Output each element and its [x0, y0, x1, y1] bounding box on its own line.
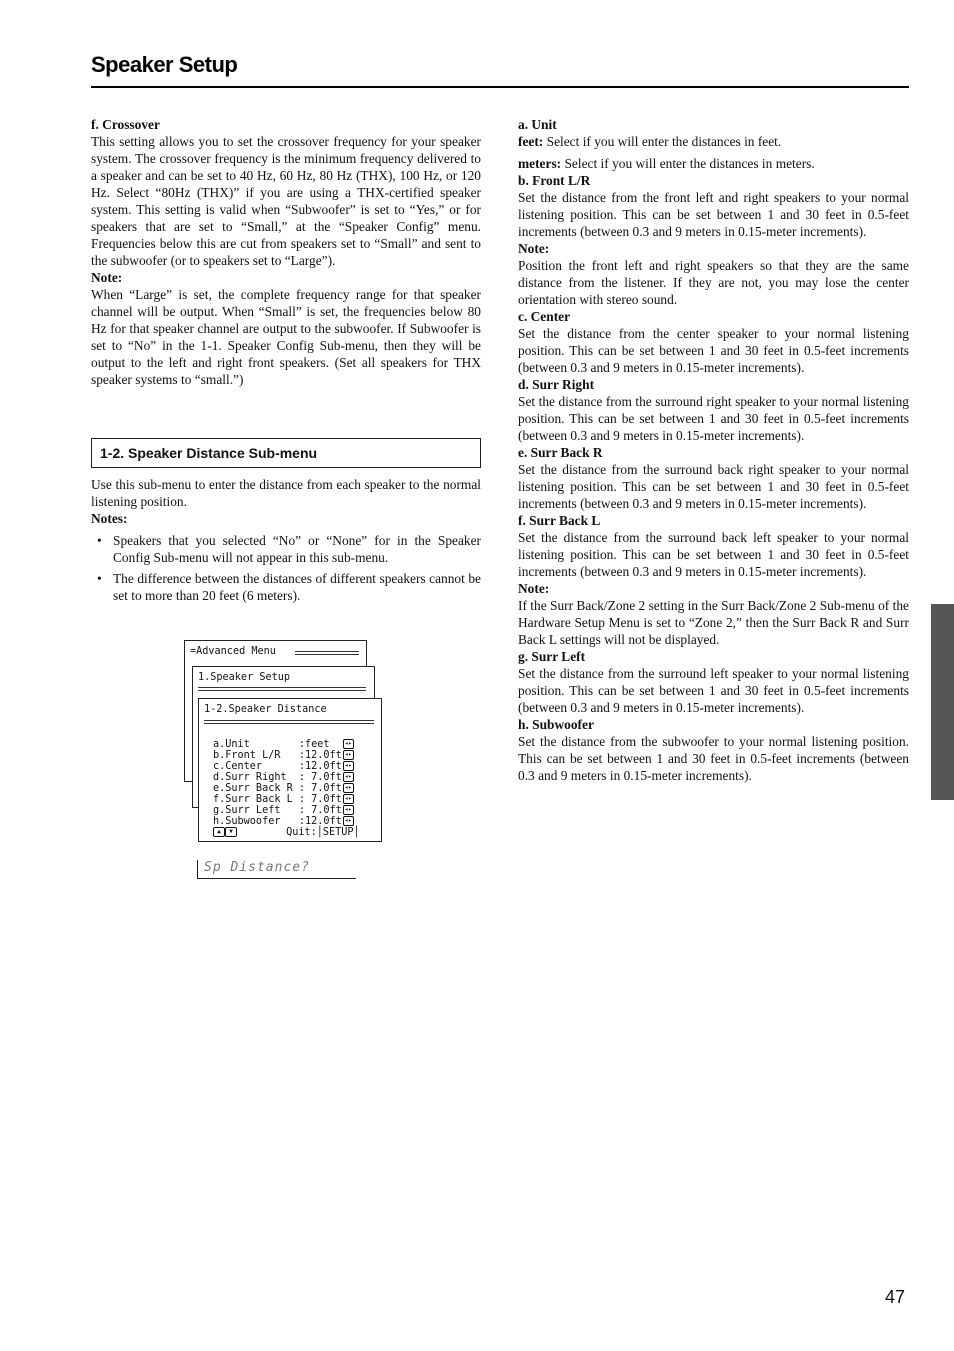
subwoofer-body: Set the distance from the subwoofer to your normal listening position. This can be set between 1 and 30 feet in 0.5-feet increments (between 0.3 and 9 meters in 0.15-meter increments). [518, 734, 909, 783]
crossover-body: This setting allows you to set the crossover frequency for your speaker system. The crossover frequency is the minimum frequency delivered to a speaker and can be set to 40 Hz, 60 Hz, 80 Hz (THX), 100 Hz, or 120 Hz. Select “80Hz (THX)” if you are using a THX-certified speaker system. This setting is valid when “Subwoofer” is set to “Yes,” or for speakers that are set to “Small,” at the “Speaker Config” menu. Frequencies below this are cut from speakers set to “Small” and sent to the subwoofer (or to speakers set to “Large”). [91, 134, 481, 268]
note2-body: If the Surr Back/Zone 2 setting in the Surr Back/Zone 2 Sub-menu of the Hardware Setup Menu is set to “Zone 2,” then the Surr Back R and Surr Back L settings will not be displayed. [518, 598, 909, 647]
left-column [91, 116, 481, 608]
adjust-icon: ◂▸ [344, 784, 352, 791]
adjust-icon: ◂▸ [344, 751, 352, 758]
adjust-icon: ◂▸ [344, 795, 352, 802]
note2-heading: Note: [518, 581, 550, 596]
note-body: When “Large” is set, the complete frequency range for that speaker channel will be output. When “Small” is set, the frequencies below 80 Hz for that speaker channel are output to the subwoofer. If Subwoofer is set to “No” in the 1-1. Speaker Config Sub-menu, then they will be output to the left and right front speakers. (Set all speakers for THX speaker systems to “small.”) [91, 287, 481, 387]
lcd-display [197, 860, 356, 879]
menu-row: c.Center :12.0ft ◂▸ [213, 761, 352, 772]
crossover-heading: f. Crossover [91, 117, 160, 132]
note-heading: Note: [91, 270, 123, 285]
surr-back-r-heading: e. Surr Back R [518, 445, 603, 460]
title-rule [198, 687, 366, 691]
speaker-setup-title: 1.Speaker Setup [198, 672, 291, 683]
distance-rows [213, 739, 360, 838]
surr-back-l-body: Set the distance from the surround back left speaker to your normal listening position. This can be set between 1 and 30 feet in 0.5-feet increments (between 0.3 and 9 meters in 0.15-meter increments). [518, 530, 909, 579]
front-body: Set the distance from the front left and right speakers to your normal listening position. This can be set between 1 and 30 feet in 0.5-feet increments (between 0.3 and 9 meters in 0.15-meter increments). [518, 190, 909, 239]
menu-row: d.Surr Right : 7.0ft ◂▸ [213, 772, 352, 783]
section-side-tab [931, 604, 954, 800]
subwoofer-heading: h. Subwoofer [518, 717, 594, 732]
note1-heading: Note: [518, 241, 550, 256]
page-number: 47 [885, 1287, 906, 1307]
front-heading: b. Front L/R [518, 173, 591, 188]
adjust-icon: ◂▸ [344, 740, 352, 747]
note1-body: Position the front left and right speakers so that they are the same distance from the listener. If they are not, you may lose the center orientation with stereo sound. [518, 258, 909, 307]
quit-setup-label: Quit:│SETUP│ [286, 827, 360, 838]
menu-row: g.Surr Left : 7.0ft ◂▸ [213, 805, 352, 816]
menu-row: a.Unit :feet ◂▸ [213, 739, 352, 750]
osd-menu-illustration [184, 640, 384, 890]
notes-heading: Notes: [91, 511, 128, 526]
menu-row: f.Surr Back L : 7.0ft ◂▸ [213, 794, 352, 805]
title-rule [295, 651, 359, 655]
surr-back-r-body: Set the distance from the surround back right speaker to your normal listening position. This can be set between 1 and 30 feet in 0.5-feet increments (between 0.3 and 9 meters in 0.15-meter increments). [518, 462, 909, 511]
menu-marker-icon: = [190, 646, 197, 657]
page-title: Speaker Setup [91, 52, 238, 77]
section-body: Use this sub-menu to enter the distance from each speaker to the normal listening position. [91, 477, 481, 509]
menu-row: b.Front L/R :12.0ft ◂▸ [213, 750, 352, 761]
lcd-text: Sp Distance? [204, 860, 310, 875]
surr-right-body: Set the distance from the surround right speaker to your normal listening position. This can be set between 1 and 30 feet in 0.5-feet increments (between 0.3 and 9 meters in 0.15-meter increments). [518, 394, 909, 443]
down-arrow-icon: ▼ [225, 827, 237, 837]
surr-left-body: Set the distance from the surround left speaker to your normal listening position. This can be set between 1 and 30 feet in 0.5-feet increments (between 0.3 and 9 meters in 0.15-meter increments). [518, 666, 909, 715]
menu-footer-row [213, 827, 360, 838]
center-heading: c. Center [518, 309, 571, 324]
advanced-menu-title: Advanced Menu [196, 646, 276, 657]
center-body: Set the distance from the center speaker to your normal listening position. This can be set between 1 and 30 feet in 0.5-feet increments (between 0.3 and 9 meters in 0.15-meter increments). [518, 326, 909, 375]
surr-back-l-heading: f. Surr Back L [518, 513, 601, 528]
adjust-icon: ◂▸ [344, 773, 352, 780]
up-arrow-icon: ▲ [213, 827, 225, 837]
adjust-icon: ◂▸ [344, 762, 352, 769]
menu-row: h.Subwoofer :12.0ft ◂▸ [213, 816, 352, 827]
list-item: • The difference between the distances of different speakers cannot be set to more than 20 feet (6 meters). [91, 570, 481, 604]
list-item: • Speakers that you selected “No” or “None” for in the Speaker Config Sub-menu will not appear in this sub-menu. [91, 532, 481, 566]
unit-heading: a. Unit [518, 117, 557, 132]
section-title: 1-2. Speaker Distance Sub-menu [100, 445, 318, 461]
section-title-box [91, 438, 481, 468]
notes-list [91, 532, 481, 604]
meters-option: meters: Select if you will enter the distances in meters. [518, 156, 815, 171]
speaker-distance-title: 1-2.Speaker Distance [204, 704, 327, 715]
header-rule [91, 86, 909, 88]
surr-left-heading: g. Surr Left [518, 649, 586, 664]
right-column [518, 116, 909, 784]
menu-row: e.Surr Back R : 7.0ft ◂▸ [213, 783, 352, 794]
adjust-icon: ◂▸ [344, 817, 352, 824]
surr-right-heading: d. Surr Right [518, 377, 595, 392]
adjust-icon: ◂▸ [344, 806, 352, 813]
title-rule [204, 720, 374, 724]
feet-option: feet: Select if you will enter the distances in feet. [518, 134, 782, 149]
speaker-distance-box [198, 698, 382, 842]
